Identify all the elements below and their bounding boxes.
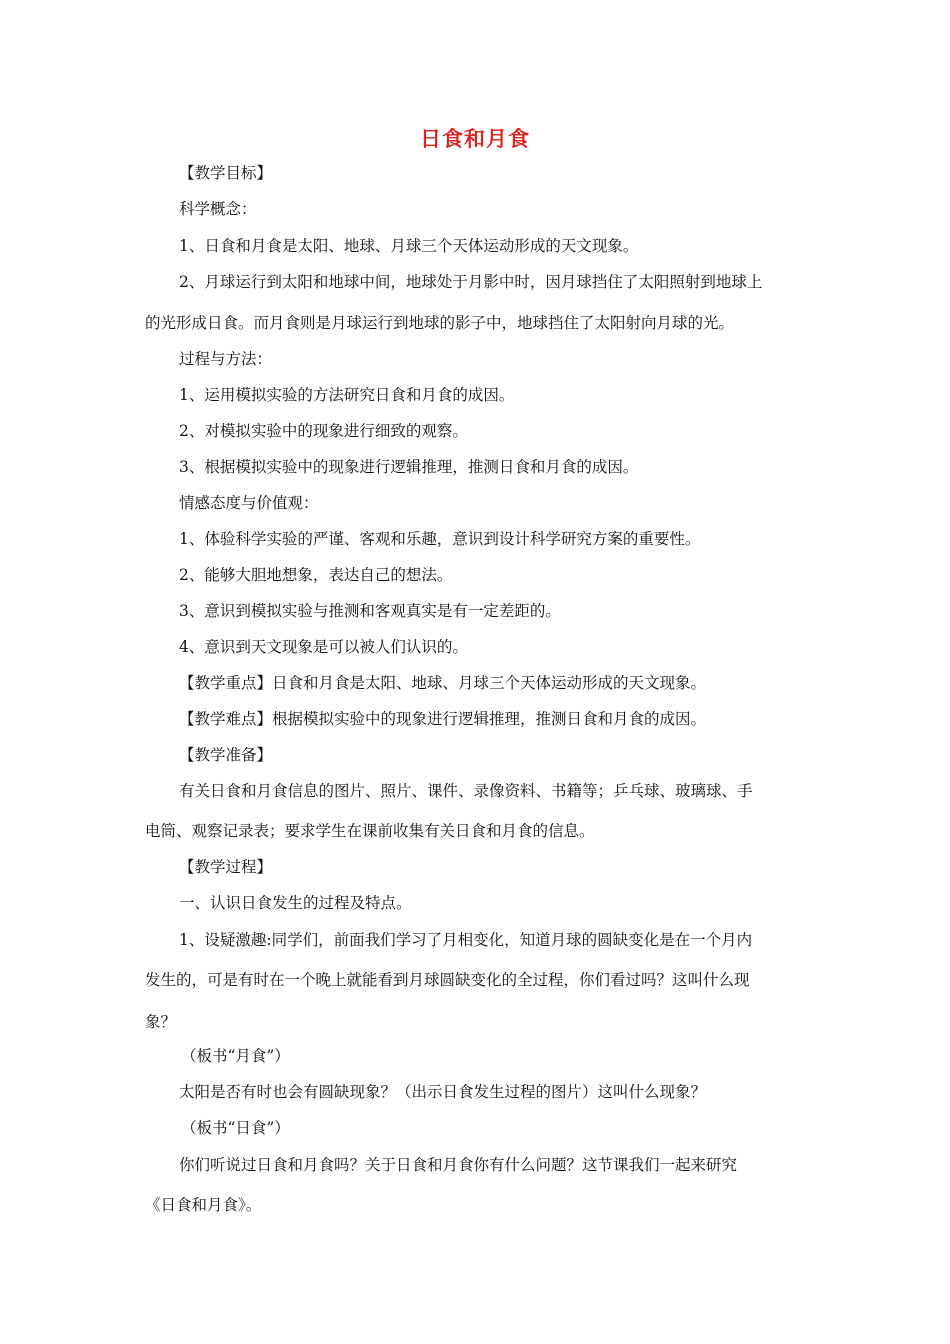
paragraph-line: 有关日食和月食信息的图片、照片、课件、录像资料、书籍等；乒乓球、玻璃球、手 — [179, 782, 753, 800]
paragraph-line: 的光形成日食。而月食则是月球运行到地球的影子中，地球挡住了太阳射向月球的光。 — [145, 314, 735, 332]
paragraph-line: 一、认识日食发生的过程及特点。 — [179, 894, 412, 912]
paragraph-line: 3、根据模拟实验中的现象进行逻辑推理，推测日食和月食的成因。 — [179, 458, 639, 476]
board-note: （板书“日食”） — [181, 1119, 290, 1137]
paragraph-line: 1、体验科学实验的严谨、客观和乐趣，意识到设计科学研究方案的重要性。 — [179, 530, 701, 548]
subheading-science-concepts: 科学概念： — [179, 200, 257, 218]
board-note: （板书“月食”） — [181, 1047, 290, 1065]
paragraph-line: 2、能够大胆地想象，表达自己的想法。 — [179, 566, 453, 584]
paragraph-line: 4、意识到天文现象是可以被人们认识的。 — [179, 638, 468, 656]
paragraph-line: 1、日食和月食是太阳、地球、月球三个天体运动形成的天文现象。 — [179, 237, 639, 255]
paragraph-line: 3、意识到模拟实验与推测和客观真实是有一定差距的。 — [179, 602, 561, 620]
subheading-attitudes-values: 情感态度与价值观： — [179, 494, 319, 512]
paragraph-line: 电筒、观察记录表；要求学生在课前收集有关日食和月食的信息。 — [145, 822, 595, 840]
section-difficulties: 【教学难点】根据模拟实验中的现象进行逻辑推理，推测日食和月食的成因。 — [179, 710, 707, 728]
paragraph-line: 《日食和月食》。 — [145, 1196, 262, 1214]
paragraph-line: 1、设疑激趣:同学们，前面我们学习了月相变化，知道月球的圆缺变化是在一个月内 — [179, 931, 753, 949]
paragraph-line: 2、对模拟实验中的现象进行细致的观察。 — [179, 422, 468, 440]
paragraph-line: 象？ — [145, 1013, 177, 1031]
paragraph-line: 发生的，可是有时在一个晚上就能看到月球圆缺变化的全过程，你们看过吗？这叫什么现 — [145, 971, 750, 989]
section-key-points: 【教学重点】日食和月食是太阳、地球、月球三个天体运动形成的天文现象。 — [179, 674, 707, 692]
subheading-process-methods: 过程与方法： — [179, 350, 273, 368]
paragraph-line: 1、运用模拟实验的方法研究日食和月食的成因。 — [179, 386, 515, 404]
document-title: 日食和月食 — [420, 127, 530, 151]
section-heading-objectives: 【教学目标】 — [179, 164, 273, 182]
section-heading-process: 【教学过程】 — [179, 858, 273, 876]
section-heading-preparation: 【教学准备】 — [179, 746, 273, 764]
paragraph-line: 你们听说过日食和月食吗？关于日食和月食你有什么问题？这节课我们一起来研究 — [179, 1156, 738, 1174]
paragraph-line: 太阳是否有时也会有圆缺现象？（出示日食发生过程的图片）这叫什么现象？ — [179, 1083, 707, 1101]
paragraph-line: 2、月球运行到太阳和地球中间，地球处于月影中时，因月球挡住了太阳照射到地球上 — [179, 273, 763, 291]
